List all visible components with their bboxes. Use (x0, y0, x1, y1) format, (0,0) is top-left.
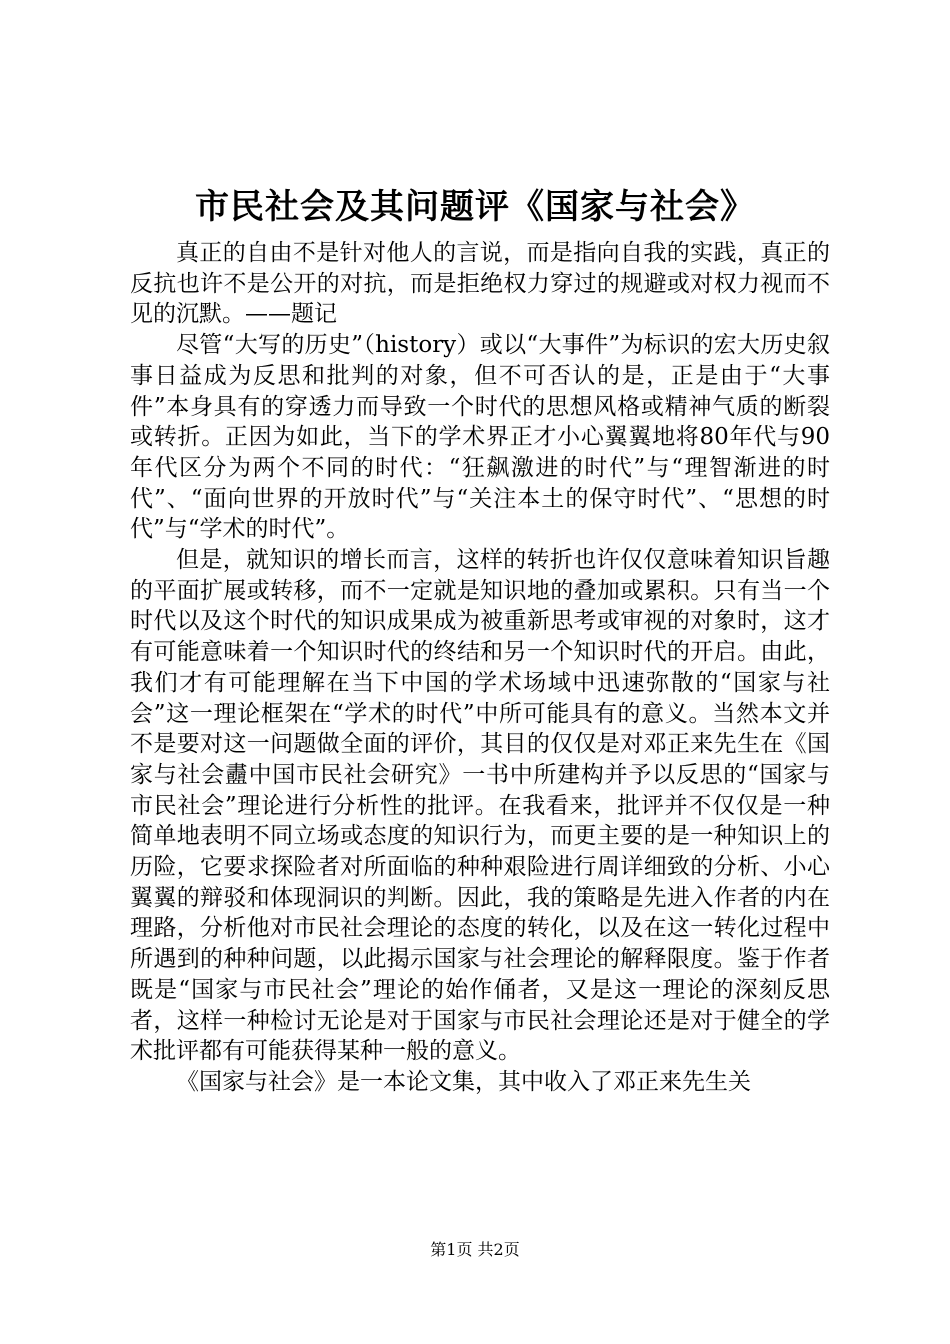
document-title: 市民社会及其问题评《国家与社会》 (195, 187, 755, 227)
body-paragraph: 《国家与社会》是一本论文集，其中收入了邓正来先生关 (176, 1068, 751, 1095)
body-paragraph: 尽管“大写的历史”（history）或以“大事件”为标识的宏大历史叙事日益成为反思和批判的对象，但不可否认的是，正是由于“大事件”本身具有的穿透力而导致一个时代的思想风格或精神气质的断裂或转折。正因为如此，当下的学术界正才小心翼翼地将80年代与90年代区分为两个不同的时代：“狂飙激进的时代”与“理智渐进的时代”、“面向世界的开放时代”与“关注本土的保守时代”、“思想的时代”与“学术的时代”。 (130, 332, 830, 543)
document-body (130, 238, 830, 1098)
page-number-footer: 第1页 共2页 (430, 1240, 520, 1259)
body-paragraph: 但是，就知识的增长而言，这样的转折也许仅仅意味着知识旨趣的平面扩展或转移，而不一定就是知识地的叠加或累积。只有当一个时代以及这个时代的知识成果成为被重新思考或审视的对象时，这才有可能意味着一个知识时代的终结和另一个知识时代的开启。由此，我们才有可能理解在当下中国的学术场域中迅速弥散的“国家与社会”这一理论框架在“学术的时代”中所可能具有的意义。当然本文并不是要对这一问题做全面的评价，其目的仅仅是对邓正来先生在《国家与社会衋中国市民社会研究》一书中所建构并予以反思的“国家与市民社会”理论进行分析性的批评。在我看来，批评并不仅仅是一种简单地表明不同立场或态度的知识行为，而更主要的是一种知识上的历险，它要求探险者对所面临的种种艰险进行周详细致的分析、小心翼翼的辩驳和体现洞识的判断。因此，我的策略是先进入作者的内在理路，分析他对市民社会理论的态度的转化，以及在这一转化过程中所遇到的种种问题，以此揭示国家与社会理论的解释限度。鉴于作者既是“国家与市民社会”理论的始作俑者，又是这一理论的深刻反思者，这样一种检讨无论是对于国家与市民社会理论还是对于健全的学术批评都有可能获得某种一般的意义。 (130, 547, 830, 1065)
epigraph-paragraph: 真正的自由不是针对他人的言说，而是指向自我的实践，真正的反抗也许不是公开的对抗，而是拒绝权力穿过的规避或对权力视而不见的沉默。——题记 (130, 240, 830, 328)
